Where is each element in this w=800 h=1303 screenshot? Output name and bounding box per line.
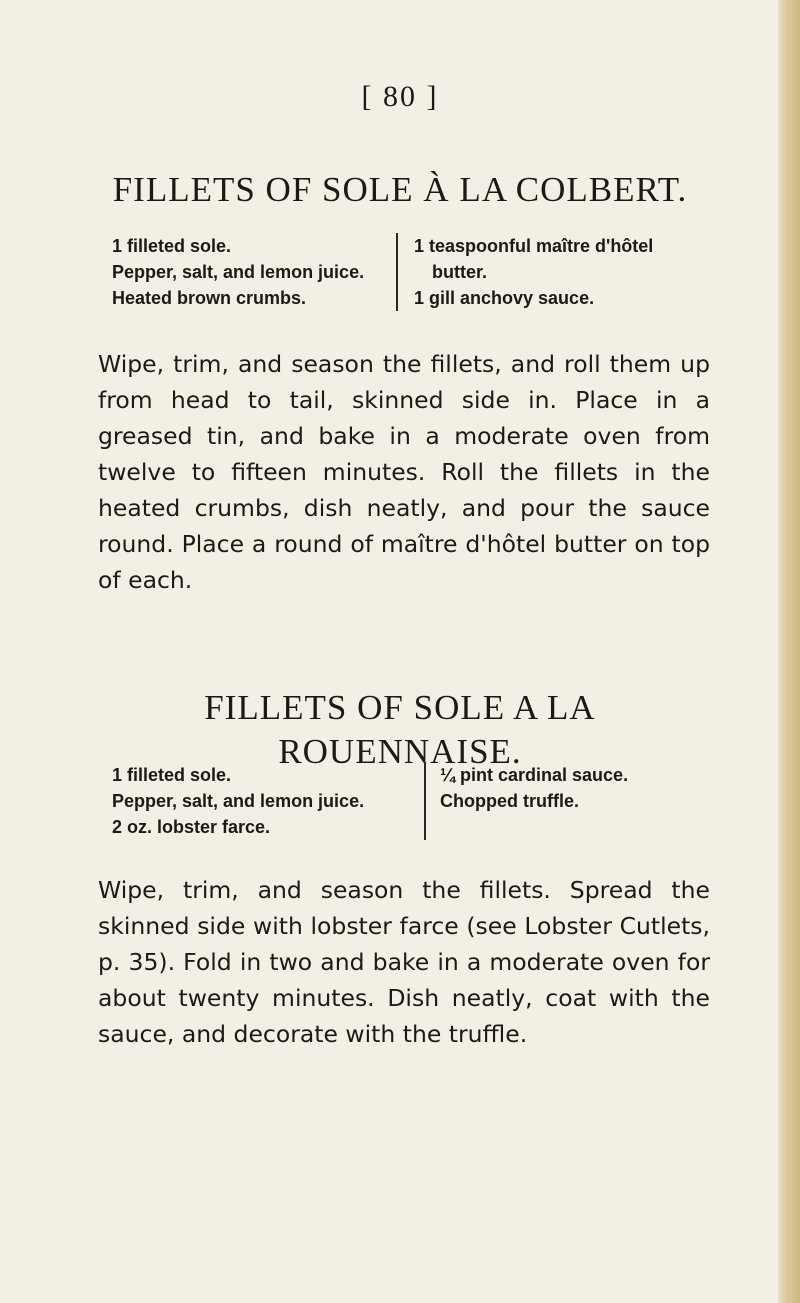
method-text-colbert: Wipe, trim, and season the fillets, and roll them up from head to tail, skinned side in. Place in a greased tin, and bake in a moderate oven from twelve to fifteen minutes. Roll the fillets in the heated crumbs, dish neatly, and pour the sauce round. Place a round of maître d'hôtel butter on top of each. [98, 350, 710, 594]
page-edge [778, 0, 800, 1303]
ingredients-rouennaise [112, 762, 692, 840]
title-line: FILLETS OF SOLE A LA [204, 688, 596, 727]
ingredient-item: Chopped truffle. [440, 791, 579, 811]
ingredients-left-column [112, 233, 396, 311]
ingredient-item: 1 gill anchovy sauce. [414, 288, 595, 308]
ingredient-item: Heated brown crumbs. [112, 288, 307, 308]
ingredient-item: Pepper, salt, and lemon juice. [112, 791, 365, 811]
ingredient-item: Pepper, salt, and lemon juice. [112, 262, 365, 282]
ingredient-item: ¼ pint cardinal sauce. [440, 765, 629, 785]
ingredients-colbert [112, 233, 692, 311]
ingredient-item: 1 teaspoonful maître d'hôtel [414, 236, 654, 256]
ingredients-right-column [424, 762, 628, 840]
ingredients-right-column [396, 233, 653, 311]
method-text-rouennaise: Wipe, trim, and season the fillets. Spread the skinned side with lobster farce (see Lobster Cutlets, p. 35). Fold in two and bake in a moderate oven for about twenty minutes. Dish neatly, coat with the sauce, and decorate with the truffle. [98, 876, 710, 1048]
page-number: [ 80 ] [361, 80, 439, 113]
ingredient-item: 1 filleted sole. [112, 765, 232, 785]
ingredient-item-continuation: butter. [432, 262, 488, 282]
title-line: ROUENNAISE. [278, 732, 522, 771]
ingredient-item: 1 filleted sole. [112, 236, 232, 256]
recipe-title-colbert: FILLETS OF SOLE À LA COLBERT. [112, 170, 688, 209]
ingredients-left-column [112, 762, 424, 840]
ingredient-item: 2 oz. lobster farce. [112, 817, 271, 837]
recipe-title-rouennaise [60, 686, 740, 774]
